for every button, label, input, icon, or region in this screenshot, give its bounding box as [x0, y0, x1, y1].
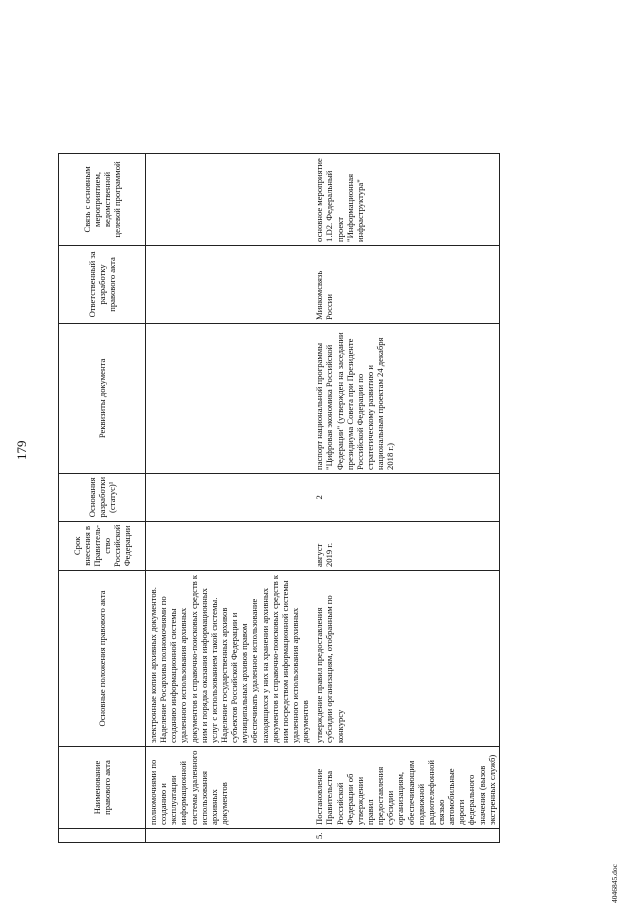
row-number	[146, 829, 313, 843]
act-responsible: Минкомсвязь России	[312, 245, 499, 323]
act-responsible	[146, 245, 313, 323]
act-requisites: паспорт национальной программы "Цифровая экономика Российской Федерации" (утвержден на заседании президиума Совета при Президенте Российской Федерации по стратегическому развитию и национальным проектам 24 декабря 2018 г.)	[312, 323, 499, 473]
header-requisites: Реквизиты документа	[59, 323, 146, 473]
act-deadline	[146, 521, 313, 570]
act-link	[146, 153, 313, 245]
legal-acts-table	[58, 153, 500, 843]
act-provisions: электронные копии архивных документов. Наделение Росархива полномочиями по созданию информационной системы удаленного использования архивных документов и справочно-поисковых средств к ним и порядка оказания информационных услуг с использованием такой системы. Наделение государственных архивов субъектов Российской Федерации и муниципальных архивов правом обеспечивать удаленное использование находящихся у них на хранении архивных документов и справочно-поисковых средств к ним посредством информационной системы удаленного использования архивных документов	[146, 571, 313, 747]
act-basis: 2	[312, 473, 499, 521]
header-basis: Основания разработки (статус)¹	[59, 473, 146, 521]
header-link: Связь с основным мероприятием, ведомственной целевой программой	[59, 153, 146, 245]
act-deadline: август 2019 г.	[312, 521, 499, 570]
row-number: 5.	[312, 829, 499, 843]
document-filename: 4046845.doc	[610, 864, 619, 903]
table-header-row	[59, 153, 146, 842]
table-row	[146, 153, 313, 842]
act-requisites	[146, 323, 313, 473]
act-name: полномочиями по созданию и эксплуатации информационной системы удаленного использования архивных документов	[146, 747, 313, 829]
table-row	[312, 153, 499, 842]
page-number: 179	[14, 440, 29, 460]
act-name: Постановление Правительства Российской Федерации об утверждении правил предоставления субсидии организациям, обеспечивающим подвижной радиотелефонной связью автомобильные дороги федерального значения (вызов экстренных служб)	[312, 747, 499, 829]
header-num	[59, 829, 146, 843]
act-link: основное мероприятие 1.D2. Федеральный проект "Информационная инфраструктура"	[312, 153, 499, 245]
header-deadline: Срок внесения в Правитель-ство Российской Федерации	[59, 521, 146, 570]
header-provisions: Основные положения правового акта	[59, 571, 146, 747]
act-basis	[146, 473, 313, 521]
header-act-name: Наименование правового акта	[59, 747, 146, 829]
act-provisions: утверждение правил предоставления субсидии организациям, отобранным по конкурсу	[312, 571, 499, 747]
header-responsible: Ответственный за разработку правового акта	[59, 245, 146, 323]
